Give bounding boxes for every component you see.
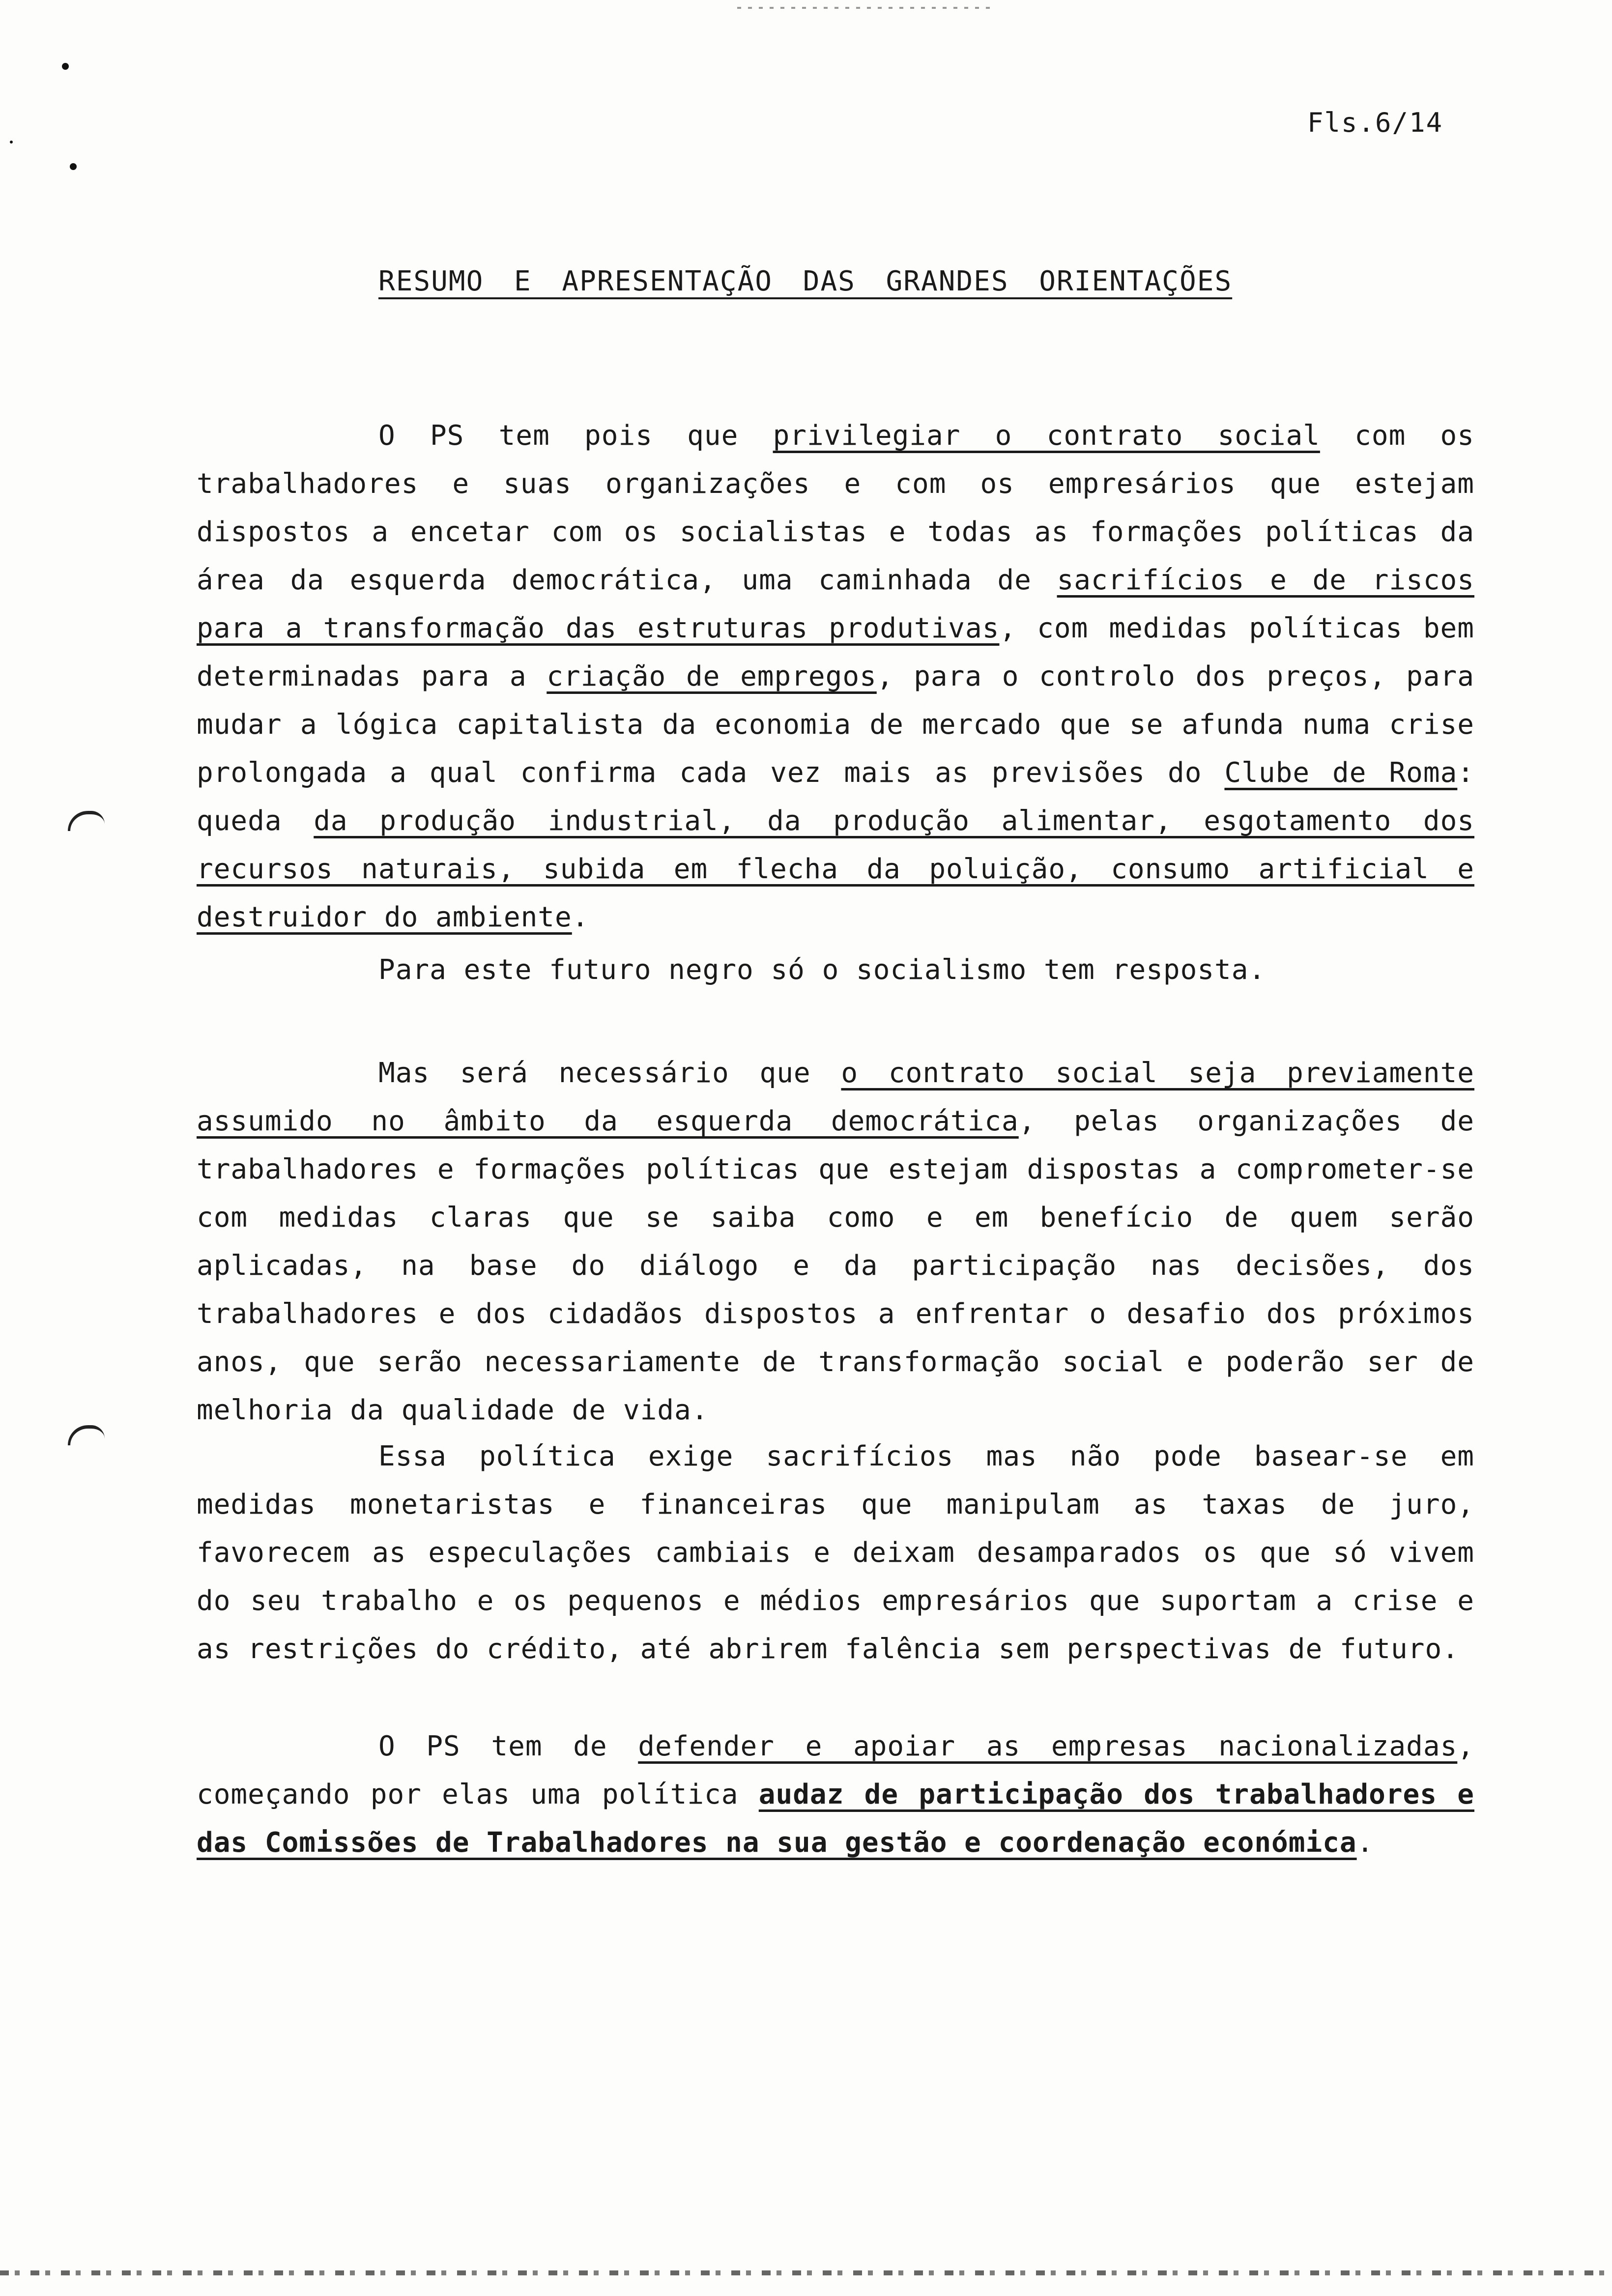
underlined-text: criação de empregos <box>547 660 877 692</box>
scan-dot <box>70 163 77 170</box>
underlined-text: sacrifícios e de riscos para a transformação das estruturas produtivas <box>197 564 1474 644</box>
underlined-text: audaz de participação dos trabalhadores e das Comissões de Trabalhadores na sua gestão e coordenação económica <box>197 1779 1474 1859</box>
paragraph-1 <box>197 412 1474 942</box>
scan-dot <box>62 63 69 70</box>
text-run: , com medidas políticas bem determinadas para a <box>197 612 1474 692</box>
underlined-text: o contrato social seja previamente assumido no âmbito da esquerda democrática <box>197 1057 1474 1137</box>
paragraph-2: Para este futuro negro só o socialismo tem resposta. <box>378 954 1266 986</box>
text-run: . <box>572 901 589 933</box>
underlined-text: defender e apoiar as empresas nacionalizadas <box>638 1730 1458 1762</box>
text-run: com os trabalhadores e suas organizações e com os empresários que estejam dispostos a encetar com os socialistas e todas as formações políticas da área da esquerda democrática, uma caminhada de <box>197 420 1474 596</box>
document-title: RESUMO E APRESENTAÇÃO DAS GRANDES ORIENTAÇÕES <box>378 265 1233 297</box>
text-run: , para o controlo dos preços, para mudar a lógica capitalista da economia de mercado que se afunda numa crise prolongada a qual confirma cada vez mais as previsões do <box>197 660 1474 789</box>
margin-mark <box>68 811 105 831</box>
underlined-text: da produção industrial, da produção alimentar, esgotamento dos recursos naturais, subida em flecha da poluição, consumo artificial e destruidor do ambiente <box>197 805 1474 933</box>
text-run: . <box>1356 1827 1374 1859</box>
paragraph-4: Essa política exige sacrifícios mas não pode basear-se em medidas monetaristas e financeiras que manipulam as taxas de juro, favorecem as especulações cambiais e deixam desamparados os que só vivem do seu trabalho e os pequenos e médios empresários que suportam a crise e as restrições do crédito, até abrirem falência sem perspectivas de futuro. <box>197 1440 1474 1665</box>
text-run: O PS tem pois que <box>378 420 773 452</box>
text-run: O PS tem de <box>378 1730 638 1762</box>
text-run: , começando por elas uma política <box>197 1730 1475 1810</box>
underlined-text: privilegiar o contrato social <box>773 420 1320 452</box>
margin-mark <box>68 1425 105 1445</box>
text-run: : queda <box>197 757 1475 837</box>
underlined-text: Clube de Roma <box>1224 757 1458 789</box>
scan-noise-top <box>737 7 993 9</box>
page-number: Fls.6/14 <box>1307 107 1443 138</box>
paragraph-3 <box>197 1049 1474 1435</box>
scan-noise-bottom <box>0 2270 1612 2275</box>
text-run: , pelas organizações de trabalhadores e formações políticas que estejam dispostas a comprometer-se com medidas claras que se saiba como e em benefício de quem serão aplicadas, na base do diálogo e da participação nas decisões, dos trabalhadores e dos cidadãos dispostos a enfrentar o desafio dos próximos anos, que serão necessariamente de transformação social e poderão ser de melhoria da qualidade de vida. <box>197 1105 1474 1426</box>
text-run: Mas será necessário que <box>378 1057 841 1089</box>
paragraph-5 <box>197 1722 1474 1867</box>
scan-dot <box>10 141 13 144</box>
